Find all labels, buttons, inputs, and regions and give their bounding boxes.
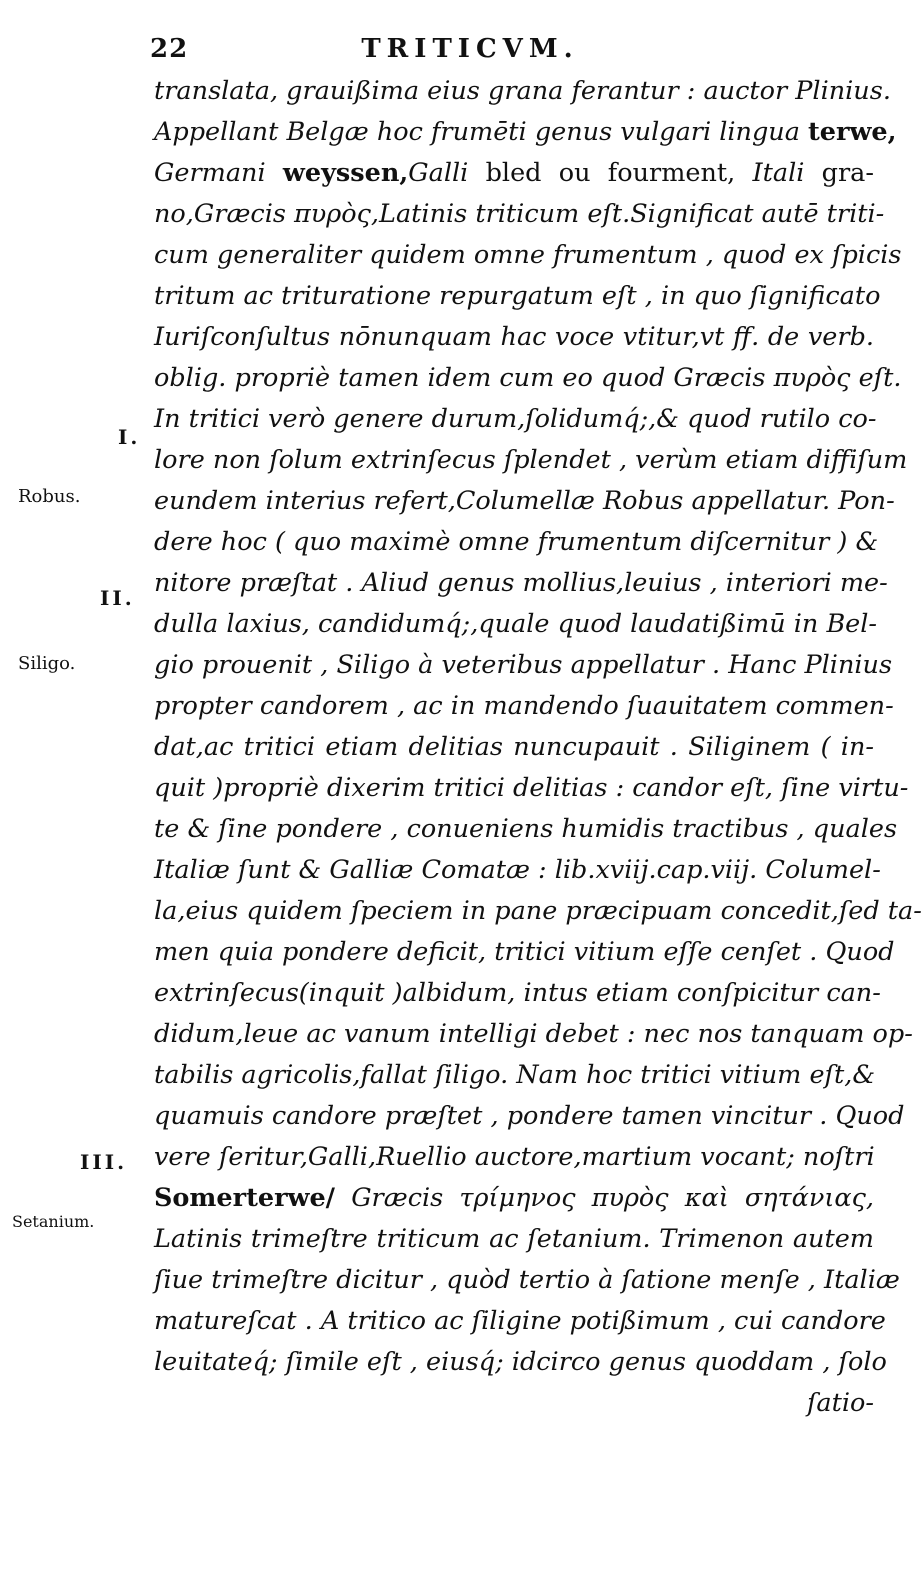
- text-line: gio prouenit , Siligo à veteribus appellatur . Hanc Plinius: [154, 650, 893, 680]
- text-line: propter candorem , ac in mandendo ſuauitatem commen-: [154, 691, 894, 721]
- text-line: tritum ac trituratione repurgatum eſt , in quo ſignificato: [154, 281, 881, 311]
- text-line: men quia pondere deficit, tritici vitium eſſe cenſet . Quod: [154, 937, 895, 967]
- text-line: nitore præſtat . Aliud genus mollius,leuius , interiori me-: [154, 568, 888, 598]
- text-line: extrinſecus(inquit )albidum, intus etiam conſpicitur can-: [154, 978, 881, 1008]
- page-number: 22: [150, 34, 189, 64]
- text-fragment: Græcis τρίμηνος πυρὸς καὶ σητάνιας,: [351, 1183, 874, 1213]
- vernacular-word: terwe,: [808, 117, 897, 147]
- text-line: translata, grauißima eius grana ferantur : auctor Plinius.: [154, 76, 891, 106]
- text-line: In tritici verò genere durum,ſolidumq́;,& quod rutilo co-: [154, 404, 877, 434]
- text-line: cum generaliter quidem omne frumentum , quod ex ſpicis: [154, 240, 902, 270]
- page-header: [0, 28, 900, 68]
- text-fragment: Galli: [408, 158, 469, 188]
- text-line: dulla laxius, candidumq́;,quale quod laudatißimū in Bel-: [154, 609, 878, 639]
- text-line: eundem interius refert,Columellæ Robus appellatur. Pon-: [154, 486, 895, 516]
- text-line: oblig. propriè tamen idem cum eo quod Græcis πυρὸς eſt.: [154, 363, 902, 393]
- text-line: didum,leue ac vanum intelligi debet : nec nos tanquam op-: [154, 1019, 913, 1049]
- vernacular-word: bled ou fourment,: [485, 158, 736, 188]
- text-line: lore non ſolum extrinſecus ſplendet , verùm etiam diffiſum: [154, 445, 908, 475]
- text-line: leuitateq́; ſimile eſt , eiusq́; idcirco genus quoddam , ſolo: [154, 1347, 887, 1377]
- margin-numeral-3: III.: [80, 1150, 128, 1174]
- text-fragment: Germani: [154, 158, 266, 188]
- margin-note-setanium: Setanium.: [12, 1212, 95, 1231]
- text-line: Latinis trimeſtre triticum ac ſetanium. Trimenon autem: [154, 1224, 874, 1254]
- margin-note-robus: Robus.: [18, 486, 81, 507]
- text-line: vere ſeritur,Galli,Ruellio auctore,martium vocant; noſtri: [154, 1142, 875, 1172]
- text-line: te & ſine pondere , conueniens humidis tractibus , quales: [154, 814, 898, 844]
- text-line: dere hoc ( quo maximè omne frumentum diſcernitur ) &: [154, 527, 879, 557]
- text-line: ſiue trimeſtre dicitur , quòd tertio à ſatione menſe , Italiæ: [154, 1265, 900, 1295]
- vernacular-word: gra-: [821, 158, 875, 188]
- text-line: Italiæ ſunt & Galliæ Comatæ : lib.xviij.cap.viij. Columel-: [154, 855, 881, 885]
- text-line: dat,ac tritici etiam delitias nuncupauit . Siliginem ( in-: [154, 732, 874, 762]
- margin-numeral-2: II.: [100, 586, 135, 610]
- margin-note-siligo: Siligo.: [18, 653, 76, 674]
- text-line: tabilis agricolis,fallat ſiligo. Nam hoc tritici vitium eſt,&: [154, 1060, 876, 1090]
- text-line: quamuis candore præſtet , pondere tamen vincitur . Quod: [154, 1101, 905, 1131]
- text-line: no,Græcis πυρὸς,Latinis triticum eſt.Significat autē triti-: [154, 199, 885, 229]
- text-line: quit )propriè dixerim tritici delitias : candor eſt, ſine virtu-: [154, 773, 909, 803]
- vernacular-word: weyssen,: [282, 158, 409, 188]
- text-fragment: Itali: [752, 158, 805, 188]
- text-line: [154, 153, 874, 194]
- text-line: la,eius quidem ſpeciem in pane præcipuam concedit,ſed ta-: [154, 896, 922, 926]
- text-fragment: Appellant Belgæ hoc frumēti genus vulgari lingua: [154, 117, 800, 147]
- running-title: TRITICVM.: [361, 34, 579, 64]
- text-line: matureſcat . A tritico ac ſiligine potißimum , cui candore: [154, 1306, 886, 1336]
- margin-numeral-1: I.: [118, 425, 141, 449]
- body-text: [154, 71, 922, 1424]
- catchword: ſatio-: [806, 1388, 874, 1418]
- text-line: Iuriſconſultus nōnunquam hac voce vtitur,vt ff. de verb.: [154, 322, 874, 352]
- text-line: [154, 112, 897, 153]
- vernacular-word: Somerterwe/: [154, 1183, 335, 1213]
- text-line: [154, 1178, 874, 1219]
